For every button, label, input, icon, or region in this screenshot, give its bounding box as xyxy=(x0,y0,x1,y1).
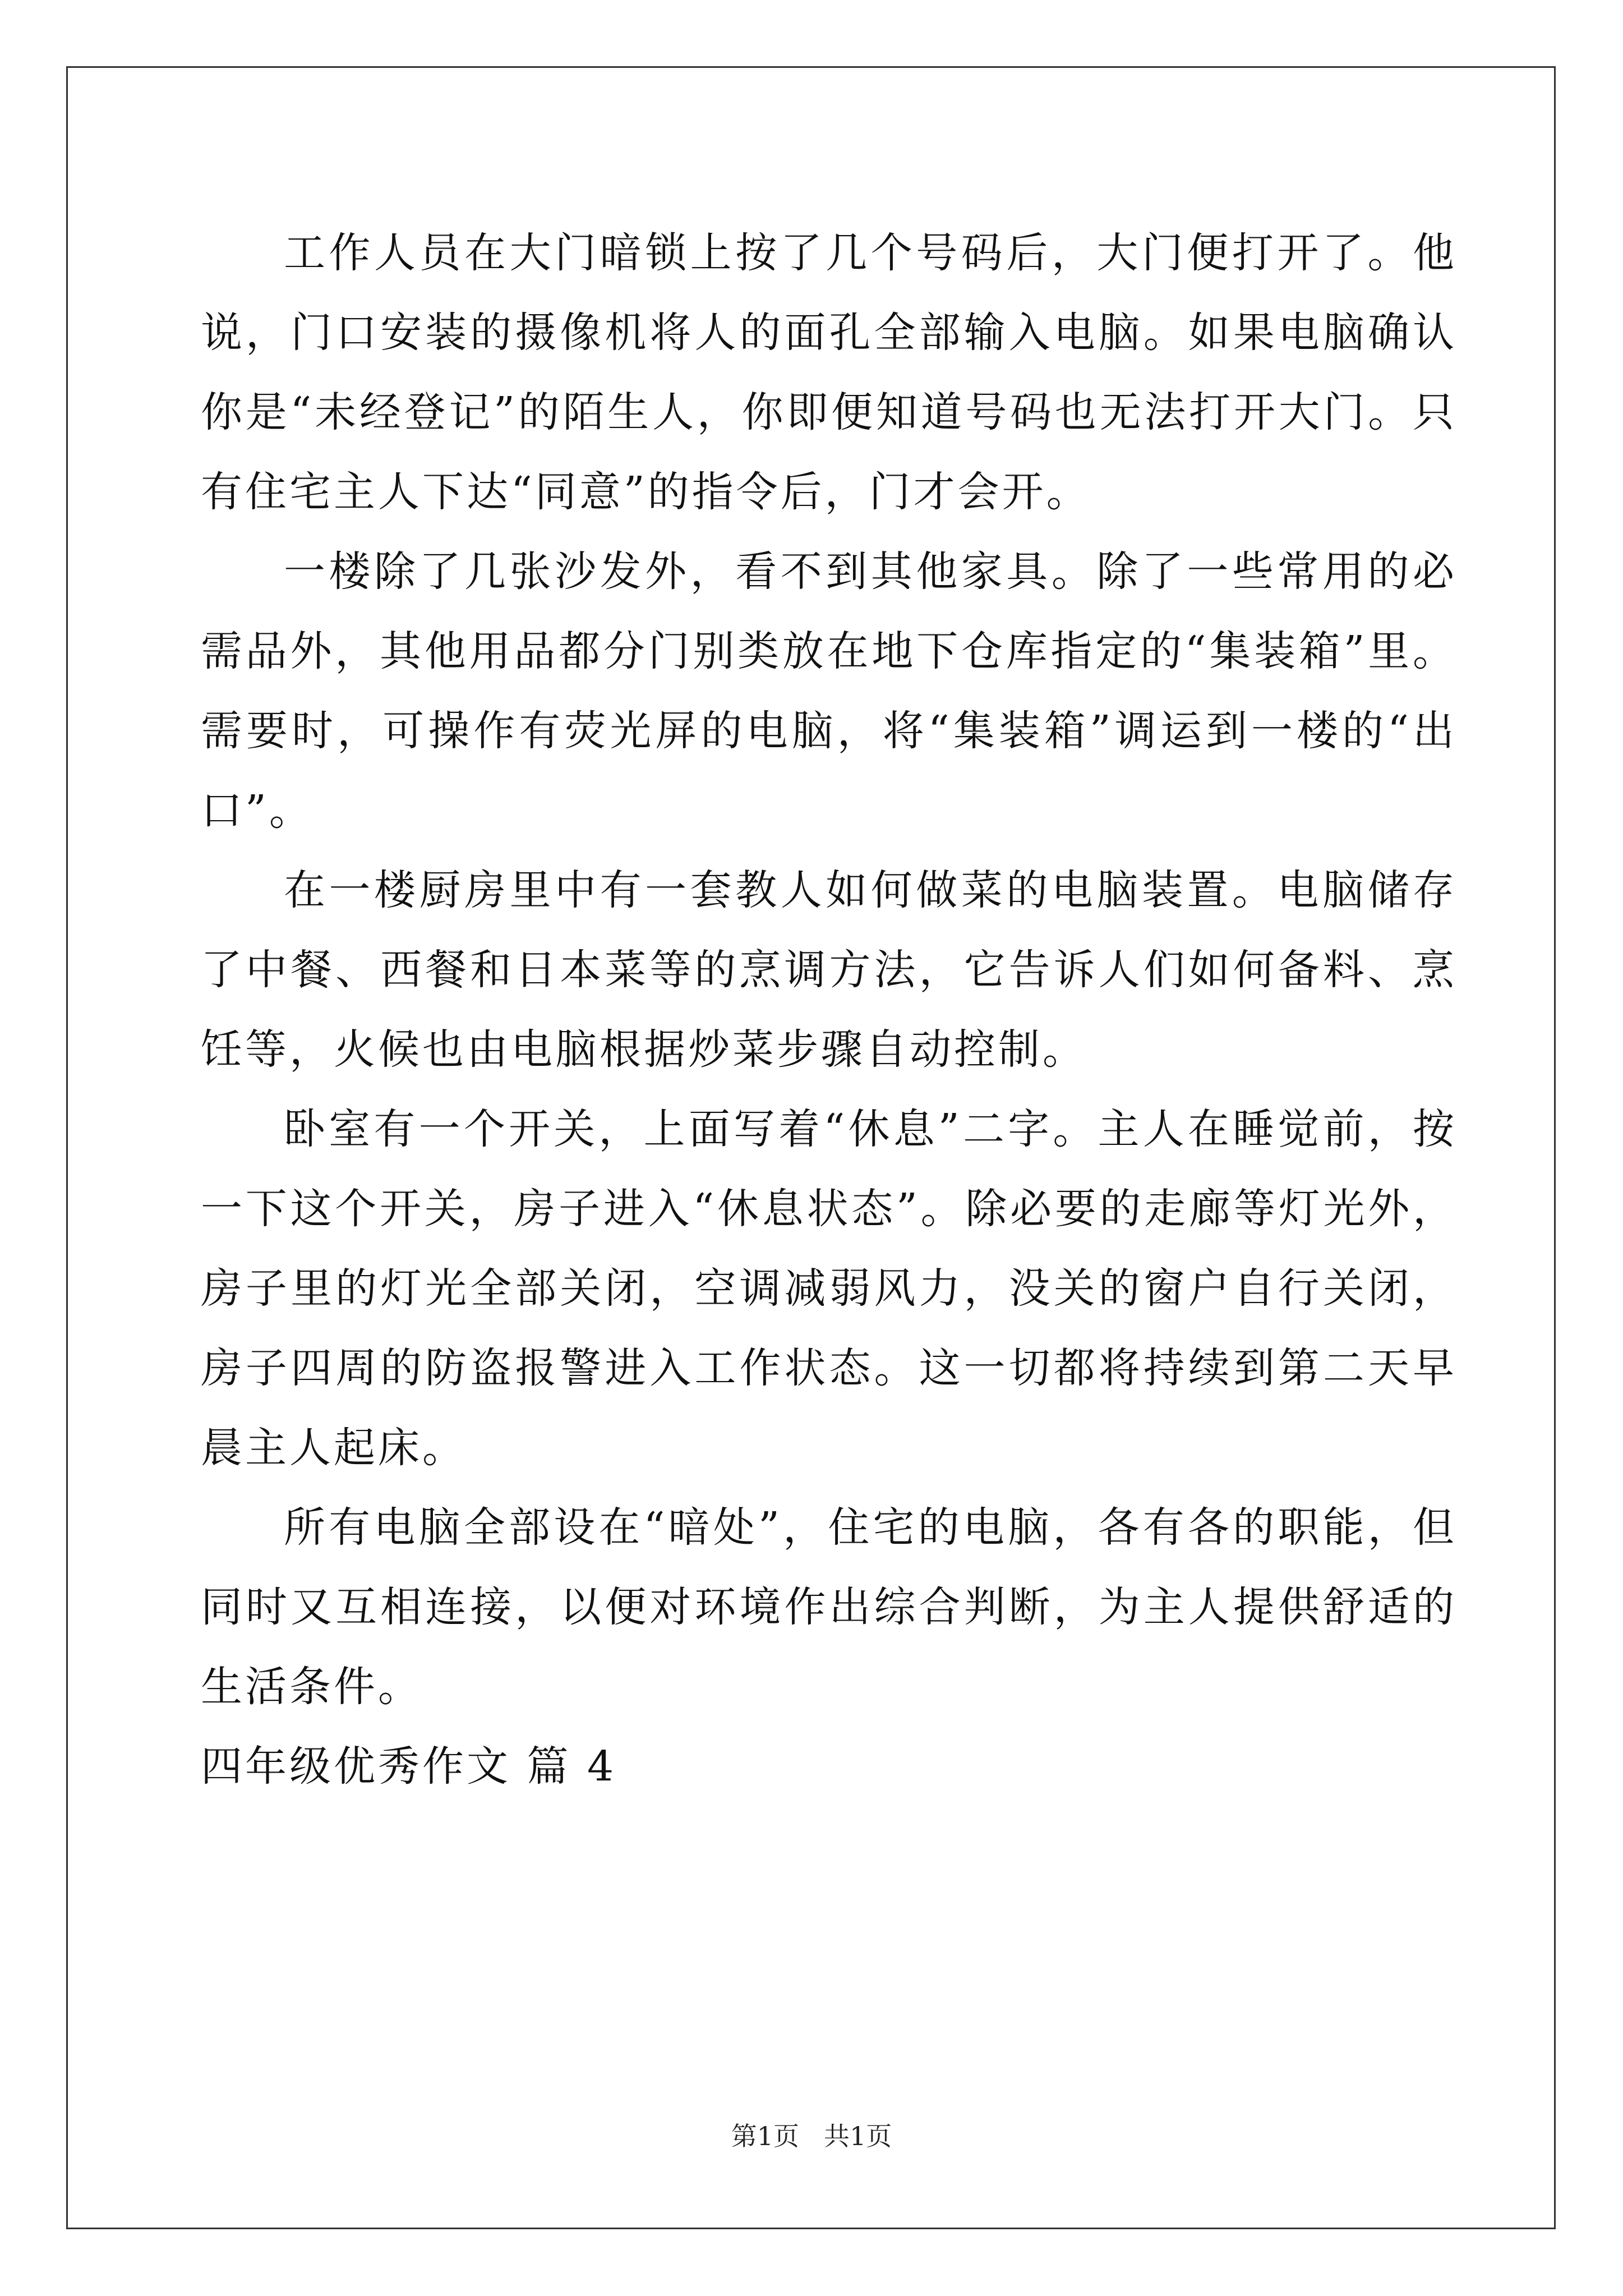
document-body xyxy=(201,213,1457,1806)
paragraph: 一楼除了几张沙发外，看不到其他家具。除了一些常用的必需品外，其他用品都分门别类放在地下仓库指定的“集装箱”里。需要时，可操作有荧光屏的电脑，将“集装箱”调运到一楼的“出口”。 xyxy=(201,547,1457,835)
page-footer xyxy=(0,2119,1623,2153)
paragraph: 卧室有一个开关，上面写着“休息”二字。主人在睡觉前，按一下这个开关，房子进入“休息状态”。除必要的走廊等灯光外，房子里的灯光全部关闭，空调减弱风力，没关的窗户自行关闭，房子四周的防盗报警进入工作状态。这一切都将持续到第二天早晨主人起床。 xyxy=(201,1105,1457,1472)
paragraph: 所有电脑全部设在“暗处”，住宅的电脑，各有各的职能，但同时又互相连接，以便对环境作出综合判断，为主人提供舒适的生活条件。 xyxy=(201,1503,1457,1711)
section-heading: 四年级优秀作文 篇 4 xyxy=(201,1742,617,1791)
page-number: 第1页 xyxy=(731,2121,800,2151)
paragraph: 在一楼厨房里中有一套教人如何做菜的电脑装置。电脑储存了中餐、西餐和日本菜等的烹调方法，它告诉人们如何备料、烹饪等，火候也由电脑根据炒菜步骤自动控制。 xyxy=(201,866,1457,1074)
paragraph: 工作人员在大门暗锁上按了几个号码后，大门便打开了。他说，门口安装的摄像机将人的面孔全部输入电脑。如果电脑确认你是“未经登记”的陌生人，你即便知道号码也无法打开大门。只有住宅主人下达“同意”的指令后，门才会开。 xyxy=(201,229,1457,516)
page-total: 共1页 xyxy=(823,2121,892,2151)
